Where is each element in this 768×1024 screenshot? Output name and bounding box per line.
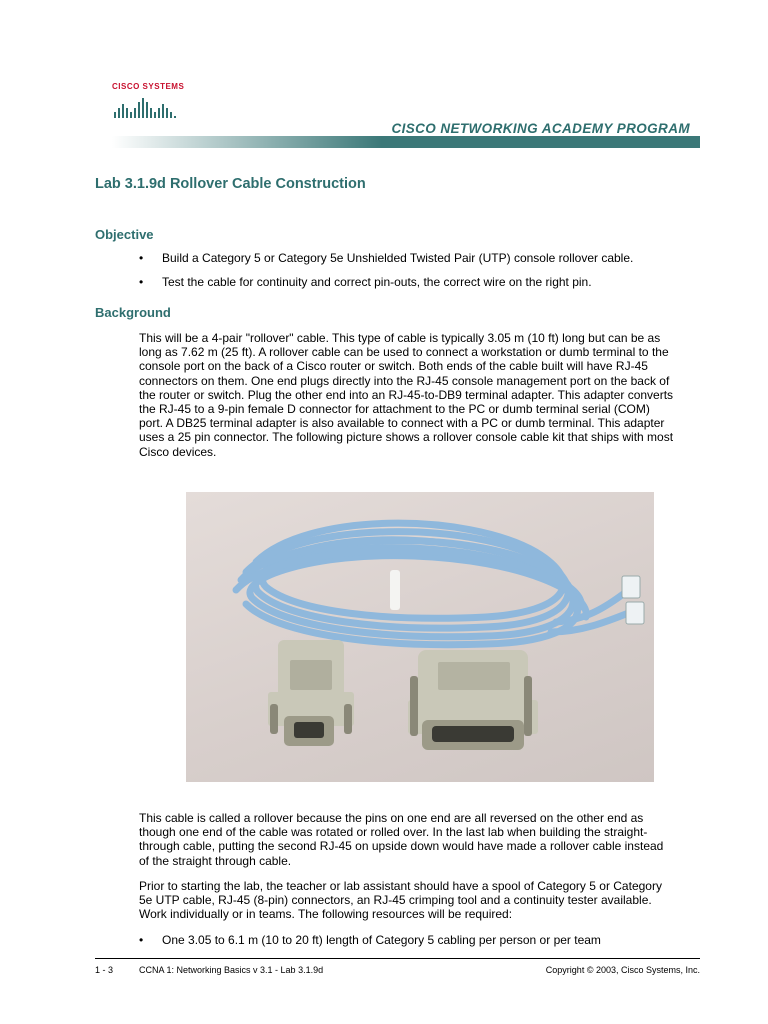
cable-tie <box>390 570 400 610</box>
academy-program-title: CISCO NETWORKING ACADEMY PROGRAM <box>391 121 690 136</box>
text-line: 5e UTP cable, RJ-45 (8-pin) connectors, an RJ-45 crimping tool and a continuity tester available. <box>139 893 652 908</box>
text-line: the router or switch. Plug the other end into an RJ-45-to-DB9 terminal adapter. This adapter converts <box>139 387 674 402</box>
text-line: through cable, putting the second RJ-45 on upside down would have made a rollover cable instead <box>139 839 664 854</box>
text-line: the RJ-45 to a 9-pin female D connector for attachment to the PC or dumb terminal serial (COM) <box>139 402 650 417</box>
footer-copyright: Copyright © 2003, Cisco Systems, Inc. <box>545 965 700 975</box>
rollover-cable-coil <box>236 523 631 645</box>
footer-course: CCNA 1: Networking Basics v 3.1 - Lab 3.1.9d <box>139 965 324 975</box>
header-rule-fade <box>112 136 382 148</box>
rollover-cable-kit-photo <box>186 492 654 782</box>
text-line: uses a 25 pin connector. The following picture shows a rollover console cable kit that ships with most <box>139 430 674 445</box>
list-item: • Build a Category 5 or Category 5e Unshielded Twisted Pair (UTP) console rollover cable. <box>139 251 633 265</box>
cisco-bridge-icon <box>112 94 184 122</box>
background-paragraph <box>139 331 709 459</box>
resources-list <box>139 933 601 947</box>
text-line: Work individually or in teams. The following resources will be required: <box>139 907 513 922</box>
text-line: Prior to starting the lab, the teacher or lab assistant should have a spool of Category 5 or Category <box>139 879 662 893</box>
text-line: console port on the back of a Cisco router or switch. Both ends of the cable built will have RJ-45 <box>139 359 648 374</box>
text-line: This cable is called a rollover because the pins on one end are all reversed on the other end as <box>139 811 644 825</box>
rollover-explanation-paragraph <box>139 811 709 868</box>
list-item: • One 3.05 to 6.1 m (10 to 20 ft) length of Category 5 cabling per person or per team <box>139 933 601 947</box>
rj45-connector-1 <box>622 576 640 598</box>
cisco-logo <box>112 82 184 122</box>
text-line: of the straight through cable. <box>139 853 292 868</box>
logo-wordmark: CISCO SYSTEMS <box>112 82 185 91</box>
rj45-connector-2 <box>626 602 644 624</box>
db25-adapter <box>408 650 538 750</box>
text-line: long as 7.62 m (25 ft). A rollover cable can be used to connect a workstation or dumb terminal to the <box>139 345 669 360</box>
cable-kit-illustration <box>186 492 654 782</box>
background-heading: Background <box>95 305 171 320</box>
text-line: This will be a 4-pair "rollover" cable. This type of cable is typically 3.05 m (10 ft) long but can be as <box>139 331 661 345</box>
footer-rule <box>95 958 700 959</box>
text-line: Cisco devices. <box>139 444 217 459</box>
lab-title: Lab 3.1.9d Rollover Cable Construction <box>95 176 366 192</box>
resources-paragraph <box>139 879 709 922</box>
list-item: • Test the cable for continuity and correct pin-outs, the correct wire on the right pin. <box>139 275 633 289</box>
footer-page-number: 1 - 3 <box>95 965 114 975</box>
objective-list <box>139 251 633 289</box>
objective-heading: Objective <box>95 227 154 242</box>
text-line: connectors on them. One end plugs directly into the RJ-45 console management port on the back of <box>139 373 670 388</box>
text-line: port. A DB25 terminal adapter is also available to connect with a PC or dumb terminal. This adapter <box>139 416 665 431</box>
text-line: though one end of the cable was rotated or rolled over. In the last lab when building the straight- <box>139 825 648 840</box>
db9-adapter <box>268 640 354 746</box>
